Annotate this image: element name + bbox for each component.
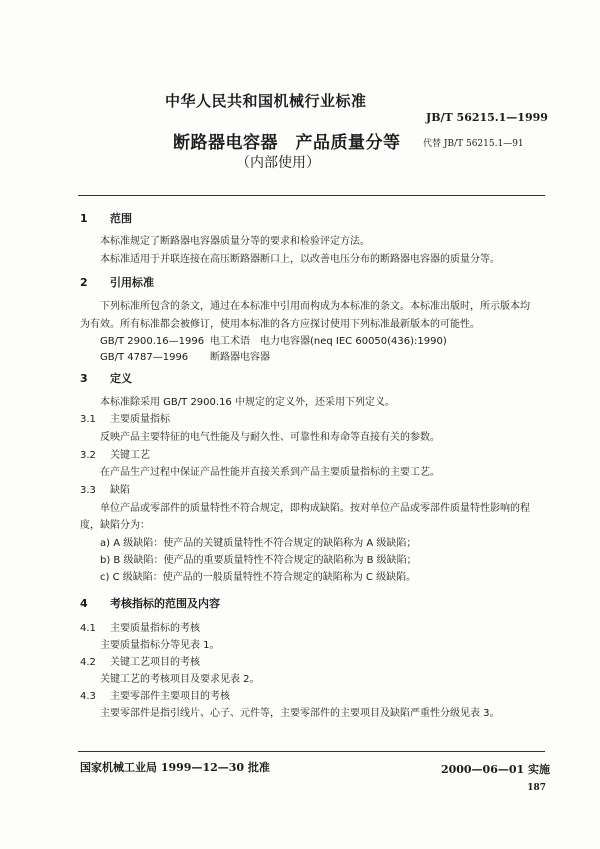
section-3-3-heading: 3.3 缺陷 (80, 485, 130, 496)
header-divider (78, 195, 545, 196)
defect-class-a: a) A 级缺陷：使产品的关键质量特性不符合规定的缺陷称为 A 级缺陷； (100, 538, 417, 549)
issuing-organization: 中华人民共和国机械行业标准 (165, 92, 367, 110)
section-2-paragraph-line-2: 为有效。所有标准都会被修订，使用本标准的各方应探讨使用下列标准最新版本的可能性。 (80, 319, 480, 330)
section-3-intro: 本标准除采用 GB/T 2900.16 中规定的定义外，还采用下列定义。 (100, 397, 395, 408)
section-4-3-heading: 4.3 主要零部件主要项目的考核 (80, 691, 230, 702)
reference-title: 断路器电容器 (210, 352, 270, 363)
section-4-3-text: 主要零部件是指引线片、心子、元件等，主要零部件的主要项目及缺陷严重性分级见表 3。 (100, 708, 500, 719)
defect-class-c: c) C 级缺陷：使产品的一般质量特性不符合规定的缺陷称为 C 级缺陷。 (100, 572, 417, 583)
section-3-heading: 3 定义 (80, 372, 132, 385)
defect-class-b: b) B 级缺陷：使产品的重要质量特性不符合规定的缺陷称为 B 级缺陷； (100, 555, 417, 566)
reference-code: GB/T 2900.16—1996 (100, 336, 205, 347)
section-4-2-text: 关键工艺的考核项目及要求见表 2。 (100, 674, 260, 685)
section-4-heading: 4 考核指标的范围及内容 (80, 597, 220, 610)
reference-2 (100, 348, 270, 363)
document-title: 断路器电容器 产品质量分等 (173, 133, 401, 153)
section-4-1-text: 主要质量指标分等见表 1。 (100, 640, 220, 651)
section-2-heading: 2 引用标准 (80, 276, 154, 289)
section-1-paragraph-1: 本标准规定了断路器电容器质量分等的要求和检验评定方法。 (100, 236, 370, 247)
implementation-date: 2000—06—01 实施 (440, 763, 550, 776)
section-4-1-heading: 4.1 主要质量指标的考核 (80, 623, 200, 634)
standard-number: JB/T 56215.1—1999 (426, 111, 548, 124)
reference-1 (100, 332, 447, 347)
reference-code: GB/T 4787—1996 (100, 352, 189, 363)
page-number: 187 (527, 783, 546, 793)
replaces-standard: 代替 JB/T 56215.1—91 (423, 139, 524, 149)
approval-date: 国家机械工业局 1999—12—30 批准 (80, 761, 270, 774)
section-1-paragraph-2: 本标准适用于并联连接在高压断路器断口上，以改善电压分布的断路器电容器的质量分等。 (100, 254, 500, 265)
section-3-1-text: 反映产品主要特征的电气性能及与耐久性、可靠性和寿命等直接有关的参数。 (100, 432, 440, 443)
section-1-heading: 1 范围 (80, 212, 132, 225)
section-3-1-heading: 3.1 主要质量指标 (80, 414, 170, 425)
document-subtitle: （内部使用） (236, 155, 320, 171)
reference-title: 电工术语 电力电容器(neq IEC 60050(436):1990) (210, 336, 447, 347)
section-2-paragraph-line-1: 下列标准所包含的条文，通过在本标准中引用而构成为本标准的条文。本标准出版时，所示版本均 (100, 301, 530, 312)
footer-divider (78, 751, 545, 752)
section-3-2-heading: 3.2 关键工艺 (80, 450, 150, 461)
section-4-2-heading: 4.2 关键工艺项目的考核 (80, 657, 200, 668)
section-3-3-text-line-2: 度，缺陷分为： (80, 520, 150, 531)
section-3-3-text-line-1: 单位产品或零部件的质量特性不符合规定，即构成缺陷。按对单位产品或零部件质量特性影响的程 (100, 503, 530, 514)
section-3-2-text: 在产品生产过程中保证产品性能并直接关系到产品主要质量指标的主要工艺。 (100, 467, 440, 478)
